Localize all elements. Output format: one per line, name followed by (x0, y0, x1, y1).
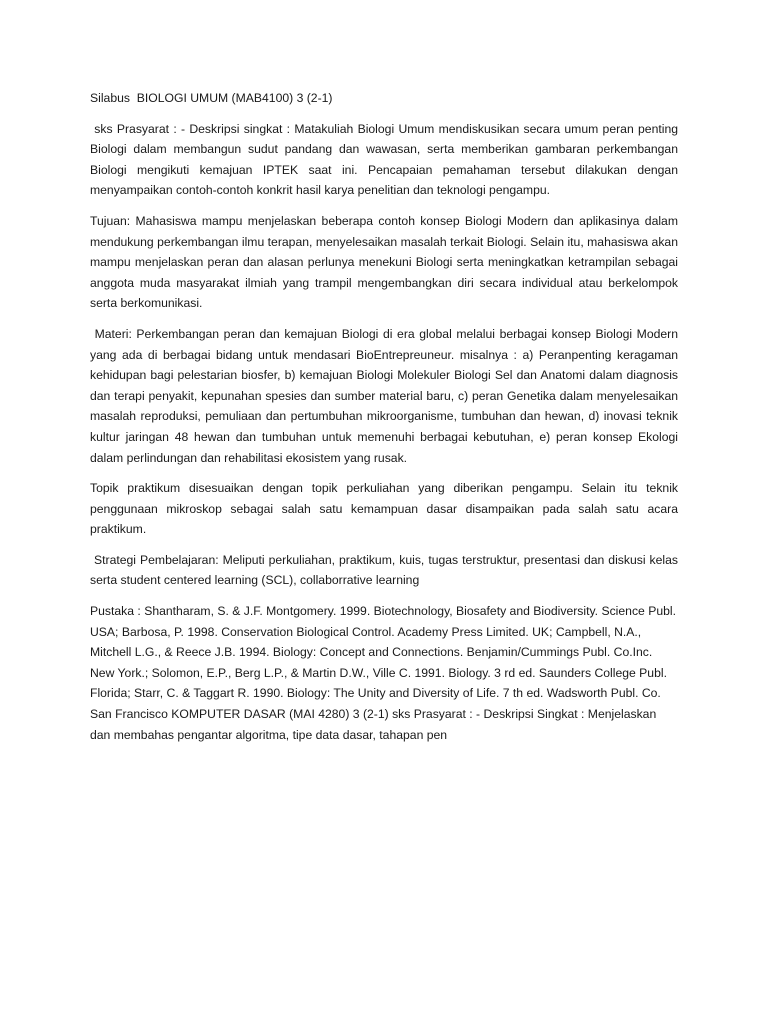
paragraph-strategy: Strategi Pembelajaran: Meliputi perkuliahan, praktikum, kuis, tugas terstruktur, presentasi dan diskusi kelas serta student centered learning (SCL), collaborrative learning (90, 552, 682, 588)
paragraph-objectives: Tujuan: Mahasiswa mampu menjelaskan beberapa contoh konsep Biologi Modern dan aplikasinya dalam mendukung perkembangan ilmu terapan, menyelesaikan masalah terkait Biologi. Selain itu, mahasiswa akan mampu menjelaskan peran dan alasan perlunya menekuni Biologi serta meningkatkan ketrampilan sebagai anggota muda masyarakat ilmiah yang trampil mengembangkan diri secara individual atau berkelompok serta berkomunikasi. (90, 213, 682, 311)
document-title: Silabus BIOLOGI UMUM (MAB4100) 3 (2-1) (90, 91, 333, 105)
paragraph-description: sks Prasyarat : - Deskripsi singkat : Matakuliah Biologi Umum mendiskusikan secara umum peran penting Biologi dalam membangun sudut pandang dan wawasan, serta memberikan gambaran perkembangan Biologi mengikuti kemajuan IPTEK saat ini. Pencapaian pemahaman tersebut dilakukan dengan menyampaikan contoh-contoh konkrit hasil karya penelitian dan teknologi pengampu. (90, 121, 682, 198)
document-page (90, 88, 682, 755)
paragraph-materials: Materi: Perkembangan peran dan kemajuan Biologi di era global melalui berbagai konsep Biologi Modern yang ada di berbagai bidang untuk mendasari BioEntrepreuneur. misalnya : a) Peranpenting keragaman kehidupan bagi pelestarian biosfer, b) kemajuan Biologi Molekuler Biologi Sel dan Anatomi dalam diagnosis dan terapi penyakit, kepunahan spesies dan sumber material baru, c) peran Genetika dalam menyelesaikan masalah reproduksi, pemuliaan dan pertumbuhan mikroorganisme, tumbuhan dan hewan, d) inovasi teknik kultur jaringan 48 hewan dan tumbuhan untuk memenuhi berbagai kebutuhan, e) peran konsep Ekologi dalam perlindungan dan rehabilitasi ekosistem yang rusak. (90, 326, 682, 465)
paragraph-references: Pustaka : Shantharam, S. & J.F. Montgomery. 1999. Biotechnology, Biosafety and Biodiversity. Science Publ. USA; Barbosa, P. 1998. Conservation Biological Control. Academy Press Limited. UK; Campbell, N.A., Mitchell L.G., & Reece J.B. 1994. Biology: Concept and Connections. Benjamin/Cummings Publ. Co.Inc. New York.; Solomon, E.P., Berg L.P., & Martin D.W., Ville C. 1991. Biology. 3 rd ed. Saunders College Publ. Florida; Starr, C. & Taggart R. 1990. Biology: The Unity and Diversity of Life. 7 th ed. Wadsworth Publ. Co. San Francisco KOMPUTER DASAR (MAI 4280) 3 (2-1) sks Prasyarat : - Deskripsi Singkat : Menjelaskan dan membahas pengantar algoritma, tipe data dasar, tahapan pen (90, 604, 680, 742)
paragraph-practicum: Topik praktikum disesuaikan dengan topik perkuliahan yang diberikan pengampu. Selain itu teknik penggunaan mikroskop sebagai salah satu kemampuan dasar disampaikan pada salah satu acara praktikum. (90, 481, 682, 537)
